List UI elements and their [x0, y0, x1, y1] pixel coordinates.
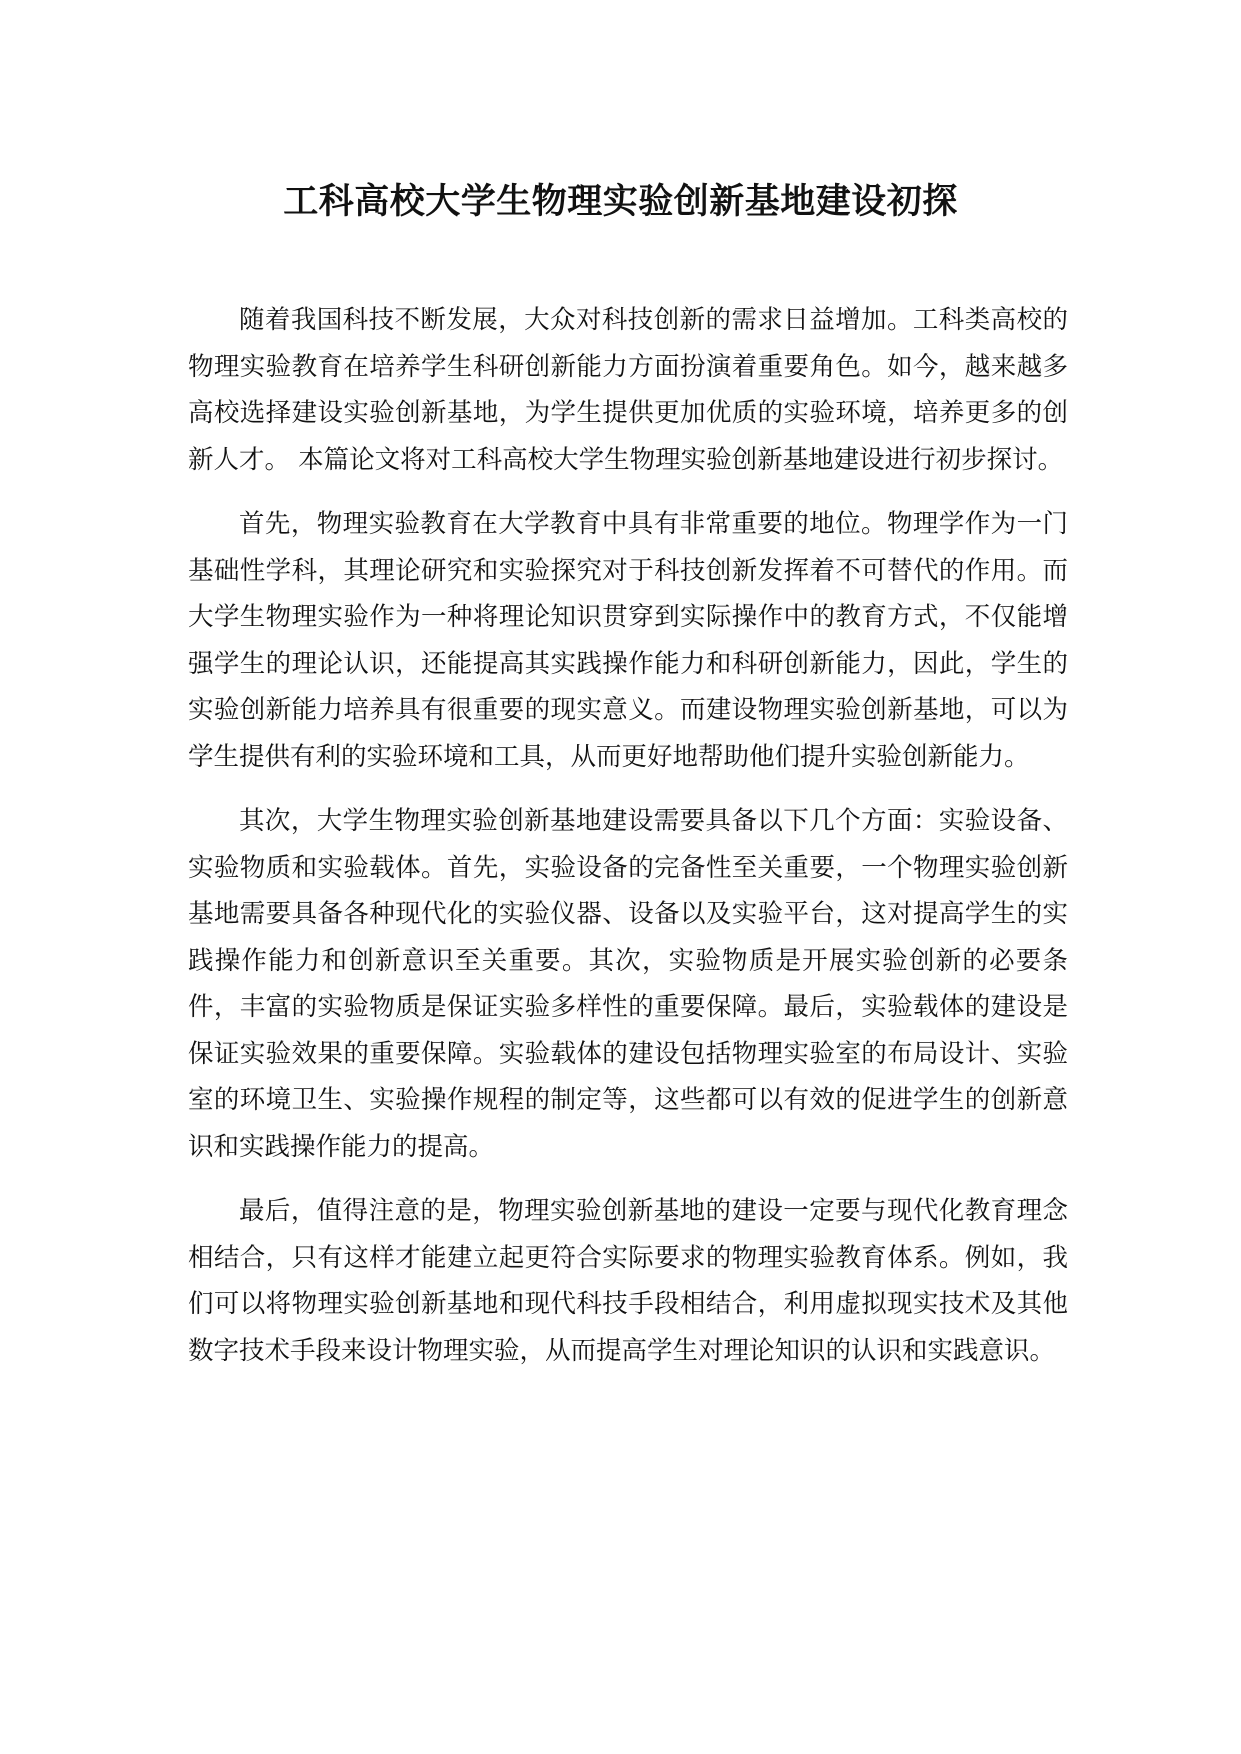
paragraph-1: 随着我国科技不断发展，大众对科技创新的需求日益增加。工科类高校的物理实验教育在培养学生科研创新能力方面扮演着重要角色。如今，越来越多高校选择建设实验创新基地，为学生提供更加优质的实验环境，培养更多的创新人才。 本篇论文将对工科高校大学生物理实验创新基地建设进行初步探讨。 [188, 305, 1068, 475]
paragraph-4: 最后，值得注意的是，物理实验创新基地的建设一定要与现代化教育理念相结合，只有这样才能建立起更符合实际要求的物理实验教育体系。例如，我们可以将物理实验创新基地和现代科技手段相结合，利用虚拟现实技术及其他数字技术手段来设计物理实验，从而提高学生对理论知识的认识和实践意识。 [188, 1196, 1068, 1366]
paragraph-2: 首先，物理实验教育在大学教育中具有非常重要的地位。物理学作为一门基础性学科，其理论研究和实验探究对于科技创新发挥着不可替代的作用。而大学生物理实验作为一种将理论知识贯穿到实际操作中的教育方式，不仅能增强学生的理论认识，还能提高其实践操作能力和科研创新能力，因此，学生的实验创新能力培养具有很重要的现实意义。而建设物理实验创新基地，可以为学生提供有利的实验环境和工具，从而更好地帮助他们提升实验创新能力。 [188, 509, 1068, 772]
paragraph-3: 其次，大学生物理实验创新基地建设需要具备以下几个方面：实验设备、实验物质和实验载体。首先，实验设备的完备性至关重要，一个物理实验创新基地需要具备各种现代化的实验仪器、设备以及实验平台，这对提高学生的实践操作能力和创新意识至关重要。其次，实验物质是开展实验创新的必要条件，丰富的实验物质是保证实验多样性的重要保障。最后，实验载体的建设是保证实验效果的重要保障。实验载体的建设包括物理实验室的布局设计、实验室的环境卫生、实验操作规程的制定等，这些都可以有效的促进学生的创新意识和实践操作能力的提高。 [188, 806, 1068, 1162]
document-body [188, 297, 1068, 1392]
document-title: 工科高校大学生物理实验创新基地建设初探 [283, 182, 958, 222]
